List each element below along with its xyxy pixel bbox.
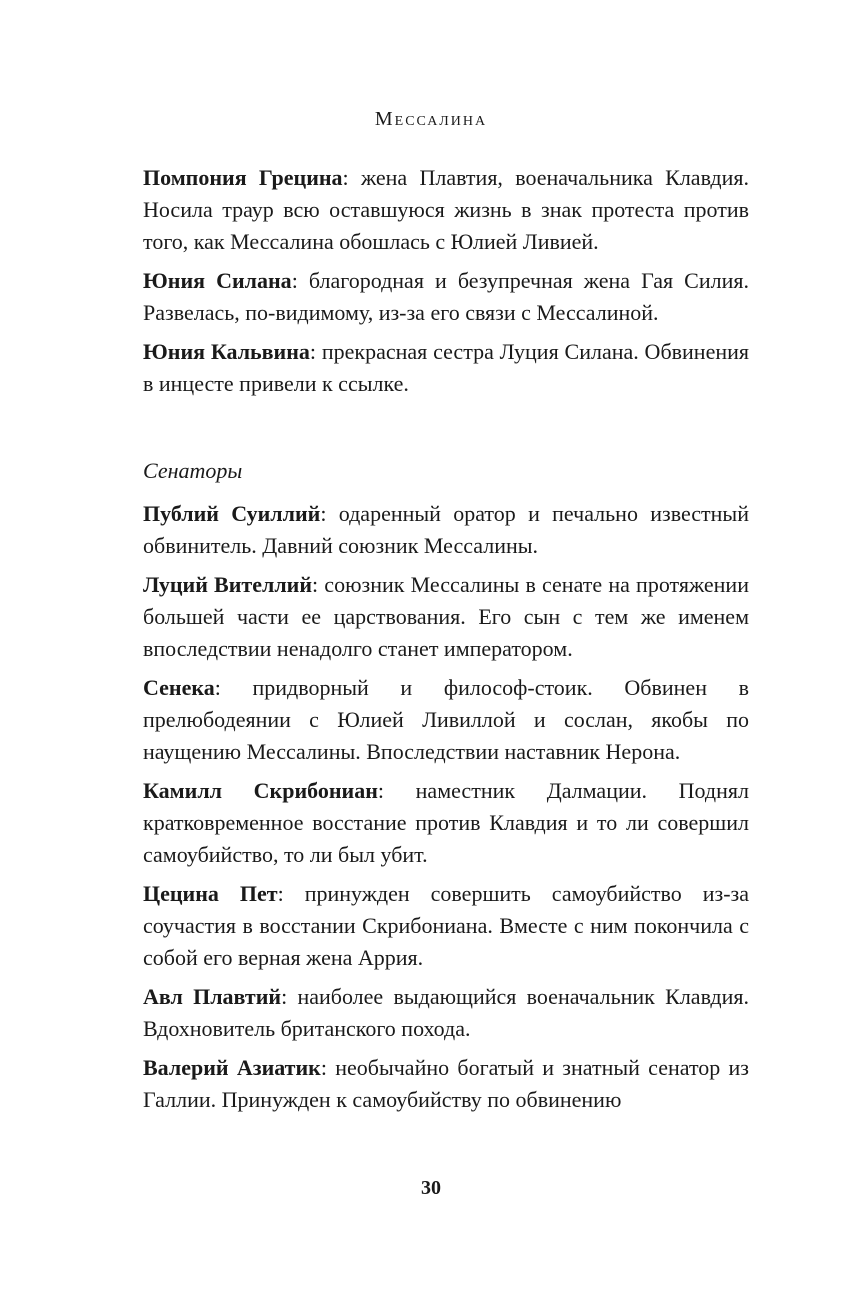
entry-publius-suillius <box>143 498 749 562</box>
entry-description: : необычайно богатый и знатный сенатор из Галлии. Принужден к самоубийству по обвинению <box>143 1055 750 1112</box>
page-number: 30 <box>421 1177 441 1199</box>
entry-pomponia-graecina <box>143 162 749 258</box>
running-head: Мессалина <box>374 108 488 130</box>
entry-name: Луций Вителлий <box>143 572 313 597</box>
entry-description: : наиболее выдающийся военачальник Клавдия. Вдохновитель британского похода. <box>143 984 749 1041</box>
entry-name: Юния Силана <box>143 268 292 293</box>
entry-camillus-scribonianus <box>143 775 749 871</box>
entry-seneca <box>143 672 749 768</box>
entry-name: Юния Кальвина <box>143 339 310 364</box>
entry-junia-calvina <box>143 336 749 400</box>
entry-name: Авл Плавтий <box>143 984 282 1009</box>
entry-name: Валерий Азиатик <box>143 1055 321 1080</box>
entry-valerius-asiaticus <box>143 1052 749 1116</box>
entry-description: : благородная и безупречная жена Гая Силия. Развелась, по-видимому, из-за его связи с Мессалиной. <box>143 268 750 325</box>
entry-lucius-vitellius <box>143 569 749 665</box>
entry-name: Цецина Пет <box>143 881 278 906</box>
entry-name: Помпония Грецина <box>143 165 343 190</box>
entry-aulus-plautius <box>143 981 749 1045</box>
entry-name: Публий Суиллий <box>143 501 321 526</box>
entry-name: Сенека <box>143 675 215 700</box>
entry-description: : придворный и философ-стоик. Обвинен в прелюбодеянии с Юлией Ливиллой и сослан, якобы по наущению Мессалины. Впоследствии наставник Нерона. <box>143 675 749 764</box>
entry-name: Камилл Скрибониан <box>143 778 378 803</box>
entry-description: : наместник Далмации. Поднял кратковременное восстание против Клавдия и то ли совершил самоубийство, то ли был убит. <box>143 778 749 867</box>
entry-description: : прекрасная сестра Луция Силана. Обвинения в инцесте привели к ссылке. <box>143 339 750 396</box>
entry-description: : принужден совершить самоубийство из-за соучастия в восстании Скрибониана. Вместе с ним покончила с собой его верная жена Аррия. <box>143 881 749 970</box>
entry-description: : союзник Мессалины в сенате на протяжении большей части ее царствования. Его сын с тем же именем впоследствии ненадолго станет императором. <box>143 572 749 661</box>
text-body <box>143 162 749 1123</box>
entry-description: : одаренный оратор и печально известный обвинитель. Давний союзник Мессалины. <box>143 501 749 558</box>
entry-caecina-paetus <box>143 878 749 974</box>
entry-description: : жена Плавтия, военачальника Клавдия. Носила траур всю оставшуюся жизнь в знак протеста против того, как Мессалина обошлась с Юлией Ливией. <box>143 165 749 254</box>
section-heading: Сенаторы <box>143 458 243 483</box>
entry-junia-silana <box>143 265 749 329</box>
